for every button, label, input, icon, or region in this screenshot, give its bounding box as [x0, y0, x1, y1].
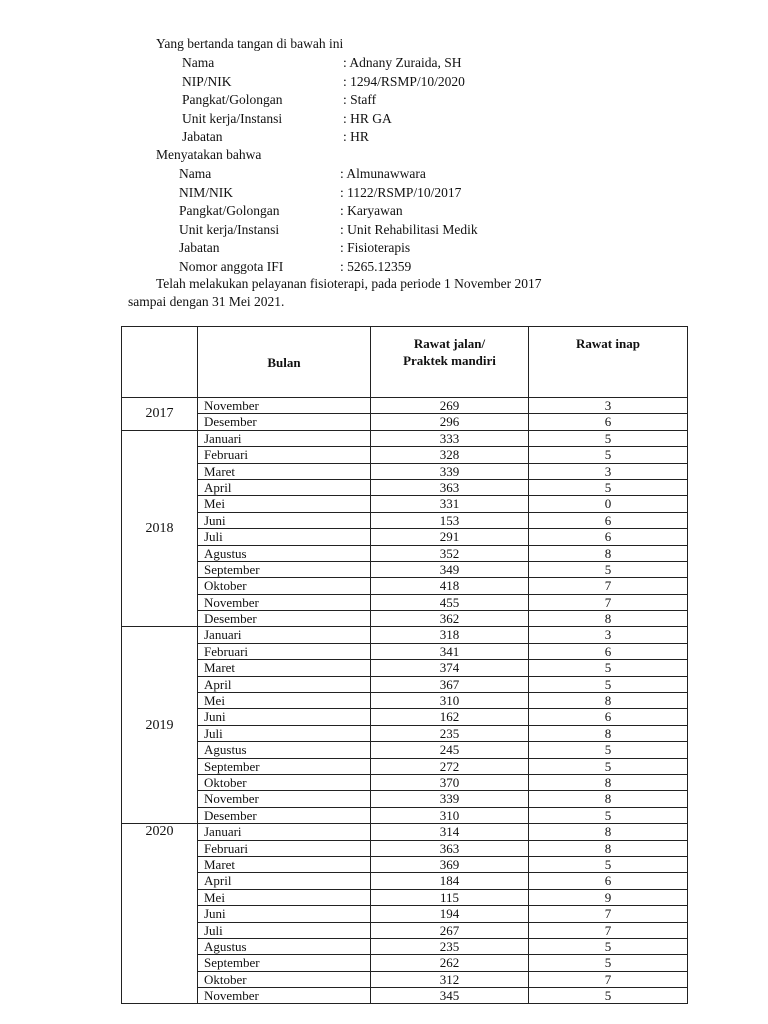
month-cell: Maret [198, 660, 371, 676]
table-row [122, 725, 688, 741]
inpatient-cell: 5 [529, 955, 688, 971]
inpatient-cell: 5 [529, 807, 688, 823]
outpatient-cell: 267 [371, 922, 529, 938]
month-cell: September [198, 758, 371, 774]
table-row [122, 938, 688, 954]
month-cell: Januari [198, 430, 371, 446]
outpatient-cell: 310 [371, 693, 529, 709]
outpatient-cell: 345 [371, 988, 529, 1004]
outpatient-cell: 352 [371, 545, 529, 561]
table-row [122, 512, 688, 528]
inpatient-cell: 5 [529, 758, 688, 774]
month-cell: Mei [198, 889, 371, 905]
month-cell: April [198, 479, 371, 495]
subject-field-label: Nama [179, 166, 212, 181]
subject-field-label: Unit kerja/Instansi [179, 221, 280, 237]
header-inpatient: Rawat inap [529, 327, 688, 398]
table-row [122, 873, 688, 889]
table-row [122, 889, 688, 905]
signer-field-value: : Adnany Zuraida, SH [343, 55, 462, 70]
month-cell: Oktober [198, 971, 371, 987]
outpatient-cell: 115 [371, 889, 529, 905]
month-cell: Oktober [198, 578, 371, 594]
outpatient-cell: 245 [371, 742, 529, 758]
table-row [122, 398, 688, 414]
declares-text: Menyatakan bahwa [156, 147, 262, 162]
table-row [122, 430, 688, 446]
subject-field-value: : 5265.12359 [340, 258, 412, 274]
outpatient-cell: 339 [371, 791, 529, 807]
outpatient-cell: 262 [371, 955, 529, 971]
inpatient-cell: 5 [529, 660, 688, 676]
table-row [122, 447, 688, 463]
inpatient-cell: 6 [529, 414, 688, 430]
header-outpatient [371, 327, 529, 398]
table-row [122, 643, 688, 659]
outpatient-cell: 235 [371, 938, 529, 954]
outpatient-cell: 291 [371, 529, 529, 545]
table-row [122, 578, 688, 594]
subject-field-value: : 1122/RSMP/10/2017 [340, 184, 462, 200]
month-cell: Februari [198, 840, 371, 856]
outpatient-cell: 367 [371, 676, 529, 692]
subject-field-label: NIM/NIK [179, 184, 233, 200]
inpatient-cell: 5 [529, 856, 688, 872]
inpatient-cell: 5 [529, 479, 688, 495]
outpatient-cell: 194 [371, 906, 529, 922]
inpatient-cell: 6 [529, 643, 688, 659]
table-row [122, 561, 688, 577]
outpatient-cell: 369 [371, 856, 529, 872]
table-row [122, 545, 688, 561]
inpatient-cell: 6 [529, 709, 688, 725]
inpatient-cell: 7 [529, 578, 688, 594]
inpatient-cell: 3 [529, 627, 688, 643]
header-year [122, 327, 198, 398]
inpatient-cell: 8 [529, 774, 688, 790]
month-cell: November [198, 791, 371, 807]
table-row [122, 971, 688, 987]
signer-field-value: : Staff [343, 92, 377, 107]
inpatient-cell: 8 [529, 791, 688, 807]
year-cell: 2020 [122, 824, 198, 1004]
subject-field-value: : Karyawan [340, 203, 403, 218]
outpatient-cell: 362 [371, 611, 529, 627]
subject-field-label: Pangkat/Golongan [179, 203, 280, 218]
inpatient-cell: 5 [529, 430, 688, 446]
inpatient-cell: 7 [529, 971, 688, 987]
inpatient-cell: 5 [529, 676, 688, 692]
month-cell: Juni [198, 512, 371, 528]
month-cell: Oktober [198, 774, 371, 790]
month-cell: Mei [198, 496, 371, 512]
table-row [122, 988, 688, 1004]
table-row [122, 414, 688, 430]
inpatient-cell: 3 [529, 398, 688, 414]
outpatient-cell: 269 [371, 398, 529, 414]
outpatient-cell: 370 [371, 774, 529, 790]
outpatient-cell: 363 [371, 479, 529, 495]
table-row [122, 807, 688, 823]
outpatient-cell: 328 [371, 447, 529, 463]
inpatient-cell: 5 [529, 938, 688, 954]
table-row [122, 955, 688, 971]
inpatient-cell: 5 [529, 988, 688, 1004]
table-row [122, 742, 688, 758]
month-cell: Maret [198, 856, 371, 872]
inpatient-cell: 7 [529, 594, 688, 610]
statement-line-1: Telah melakukan pelayanan fisioterapi, pada periode 1 November 2017 [156, 276, 542, 291]
month-cell: April [198, 873, 371, 889]
inpatient-cell: 6 [529, 512, 688, 528]
outpatient-cell: 184 [371, 873, 529, 889]
table-row [122, 496, 688, 512]
table-row [122, 922, 688, 938]
outpatient-cell: 162 [371, 709, 529, 725]
table-row [122, 594, 688, 610]
month-cell: Agustus [198, 938, 371, 954]
outpatient-cell: 272 [371, 758, 529, 774]
month-cell: Agustus [198, 545, 371, 561]
table-row [122, 676, 688, 692]
inpatient-cell: 7 [529, 922, 688, 938]
inpatient-cell: 7 [529, 906, 688, 922]
inpatient-cell: 8 [529, 824, 688, 840]
month-cell: Maret [198, 463, 371, 479]
month-cell: September [198, 561, 371, 577]
service-table [121, 326, 688, 1004]
outpatient-cell: 418 [371, 578, 529, 594]
month-cell: Januari [198, 627, 371, 643]
table-row [122, 611, 688, 627]
subject-field-value: : Unit Rehabilitasi Medik [340, 221, 478, 237]
month-cell: November [198, 988, 371, 1004]
table-row [122, 627, 688, 643]
header-outpatient-label: Rawat jalan/ Praktek mandiri [403, 336, 496, 368]
table-row [122, 463, 688, 479]
table-row [122, 709, 688, 725]
outpatient-cell: 363 [371, 840, 529, 856]
month-cell: Juli [198, 922, 371, 938]
month-cell: Mei [198, 693, 371, 709]
table-header-row [122, 327, 688, 398]
outpatient-cell: 314 [371, 824, 529, 840]
table-row [122, 824, 688, 840]
month-cell: April [198, 676, 371, 692]
inpatient-cell: 6 [529, 529, 688, 545]
inpatient-cell: 6 [529, 873, 688, 889]
month-cell: Juli [198, 529, 371, 545]
outpatient-cell: 153 [371, 512, 529, 528]
month-cell: Juni [198, 906, 371, 922]
month-cell: Februari [198, 643, 371, 659]
subject-field-value: : Almunawwara [340, 166, 426, 181]
table-row [122, 906, 688, 922]
outpatient-cell: 455 [371, 594, 529, 610]
inpatient-cell: 3 [529, 463, 688, 479]
month-cell: Juni [198, 709, 371, 725]
signer-field-label: Jabatan [182, 129, 223, 144]
month-cell: Februari [198, 447, 371, 463]
outpatient-cell: 331 [371, 496, 529, 512]
subject-field-label: Jabatan [179, 240, 220, 255]
inpatient-cell: 8 [529, 693, 688, 709]
inpatient-cell: 9 [529, 889, 688, 905]
signer-field-label: Unit kerja/Instansi [182, 110, 283, 126]
month-cell: Desember [198, 611, 371, 627]
table-row [122, 660, 688, 676]
outpatient-cell: 341 [371, 643, 529, 659]
signer-field-label: Pangkat/Golongan [182, 92, 283, 107]
inpatient-cell: 8 [529, 840, 688, 856]
inpatient-cell: 5 [529, 561, 688, 577]
table-row [122, 693, 688, 709]
signer-field-label: Nama [182, 55, 215, 70]
month-cell: Juli [198, 725, 371, 741]
outpatient-cell: 349 [371, 561, 529, 577]
table-row [122, 791, 688, 807]
table-row [122, 758, 688, 774]
statement-line-2: sampai dengan 31 Mei 2021. [128, 294, 285, 309]
inpatient-cell: 5 [529, 447, 688, 463]
inpatient-cell: 0 [529, 496, 688, 512]
outpatient-cell: 339 [371, 463, 529, 479]
year-cell: 2018 [122, 430, 198, 627]
outpatient-cell: 235 [371, 725, 529, 741]
signer-field-label: NIP/NIK [182, 73, 232, 89]
inpatient-cell: 5 [529, 742, 688, 758]
month-cell: November [198, 398, 371, 414]
header-month: Bulan [198, 327, 371, 398]
table-row [122, 479, 688, 495]
outpatient-cell: 318 [371, 627, 529, 643]
month-cell: Desember [198, 414, 371, 430]
outpatient-cell: 310 [371, 807, 529, 823]
year-cell: 2019 [122, 627, 198, 824]
inpatient-cell: 8 [529, 611, 688, 627]
outpatient-cell: 296 [371, 414, 529, 430]
subject-field-label: Nomor anggota IFI [179, 258, 284, 274]
outpatient-cell: 312 [371, 971, 529, 987]
month-cell: November [198, 594, 371, 610]
month-cell: Desember [198, 807, 371, 823]
signer-field-value: : 1294/RSMP/10/2020 [343, 73, 465, 89]
outpatient-cell: 333 [371, 430, 529, 446]
signer-field-value: : HR [343, 129, 369, 144]
month-cell: Agustus [198, 742, 371, 758]
month-cell: September [198, 955, 371, 971]
subject-field-value: : Fisioterapis [340, 240, 411, 255]
table-row [122, 774, 688, 790]
year-cell: 2017 [122, 398, 198, 431]
table-row [122, 856, 688, 872]
inpatient-cell: 8 [529, 725, 688, 741]
intro-text: Yang bertanda tangan di bawah ini [156, 36, 344, 51]
table-row [122, 529, 688, 545]
outpatient-cell: 374 [371, 660, 529, 676]
month-cell: Januari [198, 824, 371, 840]
table-row [122, 840, 688, 856]
inpatient-cell: 8 [529, 545, 688, 561]
signer-field-value: : HR GA [343, 110, 392, 126]
